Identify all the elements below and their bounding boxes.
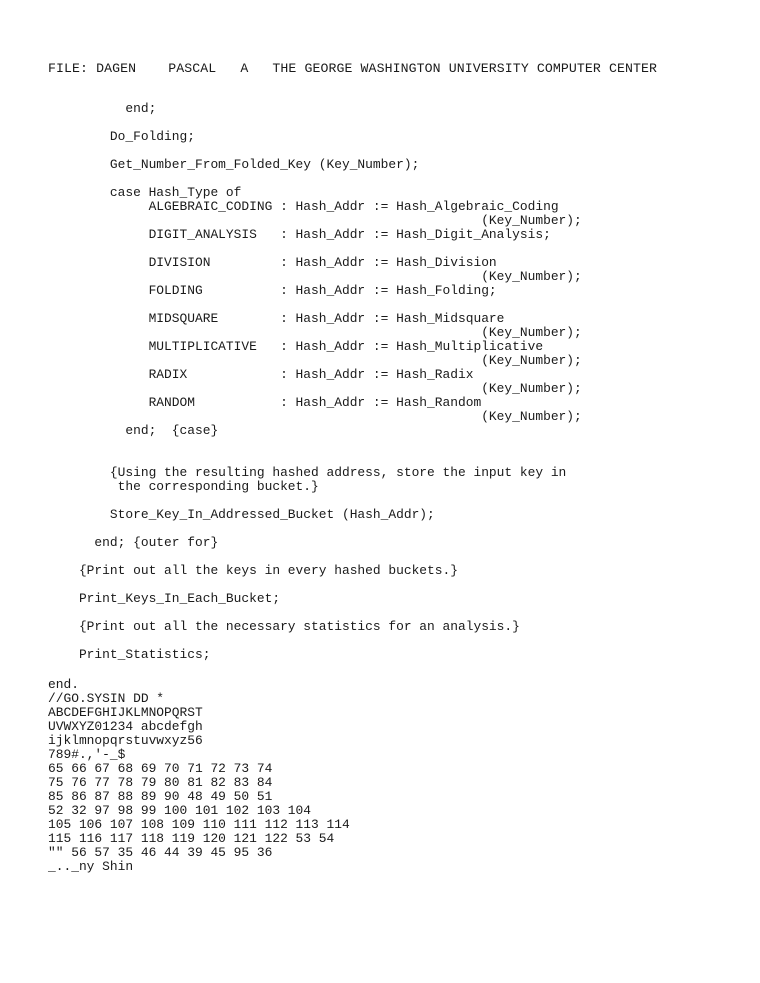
code-line [48, 606, 748, 620]
code-line: DIVISION : Hash_Addr := Hash_Division [48, 255, 497, 270]
code-line: (Key_Number); [48, 381, 582, 396]
code-line: (Key_Number); [48, 353, 582, 368]
data-line: 105 106 107 108 109 110 111 112 113 114 [48, 817, 350, 832]
code-line: (Key_Number); [48, 269, 582, 284]
code-line: end; [48, 101, 157, 116]
code-line: MIDSQUARE : Hash_Addr := Hash_Midsquare [48, 311, 505, 326]
code-line: end; {case} [48, 423, 219, 438]
code-line: ALGEBRAIC_CODING : Hash_Addr := Hash_Algebraic_Coding [48, 199, 559, 214]
code-line [48, 438, 748, 452]
code-line [48, 116, 748, 130]
data-line: 75 76 77 78 79 80 81 82 83 84 [48, 775, 273, 790]
code-line: (Key_Number); [48, 325, 582, 340]
code-line [48, 578, 748, 592]
data-line: 65 66 67 68 69 70 71 72 73 74 [48, 761, 273, 776]
code-line: case Hash_Type of [48, 185, 242, 200]
code-line [48, 522, 748, 536]
data-line: _.._ny Shin [48, 859, 134, 874]
code-line: RADIX : Hash_Addr := Hash_Radix [48, 367, 474, 382]
code-line: end; {outer for} [48, 535, 219, 550]
data-line: 52 32 97 98 99 100 101 102 103 104 [48, 803, 312, 818]
sysin-data-listing [48, 678, 548, 874]
code-line: Store_Key_In_Addressed_Bucket (Hash_Addr); [48, 507, 435, 522]
code-line [48, 452, 748, 466]
file-header: FILE: DAGEN PASCAL A THE GEORGE WASHINGTON UNIVERSITY COMPUTER CENTER [48, 61, 658, 76]
code-line: FOLDING : Hash_Addr := Hash_Folding; [48, 283, 497, 298]
code-line: the corresponding bucket.} [48, 479, 319, 494]
code-line: Print_Keys_In_Each_Bucket; [48, 591, 281, 606]
code-line: RANDOM : Hash_Addr := Hash_Random [48, 395, 482, 410]
code-line [48, 298, 748, 312]
data-line: end. [48, 677, 79, 692]
code-line: (Key_Number); [48, 409, 582, 424]
pascal-code-listing [48, 102, 748, 662]
code-line: MULTIPLICATIVE : Hash_Addr := Hash_Multiplicative [48, 339, 544, 354]
code-line [48, 242, 748, 256]
code-line [48, 172, 748, 186]
code-line: {Using the resulting hashed address, store the input key in [48, 465, 567, 480]
code-line: {Print out all the necessary statistics for an analysis.} [48, 619, 520, 634]
code-line: Get_Number_From_Folded_Key (Key_Number); [48, 157, 420, 172]
code-line: Print_Statistics; [48, 647, 211, 662]
code-line [48, 634, 748, 648]
data-line: ABCDEFGHIJKLMNOPQRST [48, 705, 203, 720]
code-line [48, 550, 748, 564]
code-line: (Key_Number); [48, 213, 582, 228]
data-line: 115 116 117 118 119 120 121 122 53 54 [48, 831, 335, 846]
code-line [48, 494, 748, 508]
code-line: {Print out all the keys in every hashed buckets.} [48, 563, 458, 578]
data-line: UVWXYZ01234 abcdefgh [48, 719, 203, 734]
data-line: 789#.,'-_$ [48, 747, 126, 762]
data-line: //GO.SYSIN DD * [48, 691, 165, 706]
code-line [48, 144, 748, 158]
data-line: ijklmnopqrstuvwxyz56 [48, 733, 203, 748]
data-line: 85 86 87 88 89 90 48 49 50 51 [48, 789, 273, 804]
code-line: Do_Folding; [48, 129, 195, 144]
code-line: DIGIT_ANALYSIS : Hash_Addr := Hash_Digit_Analysis; [48, 227, 551, 242]
data-line: "" 56 57 35 46 44 39 45 95 36 [48, 845, 273, 860]
